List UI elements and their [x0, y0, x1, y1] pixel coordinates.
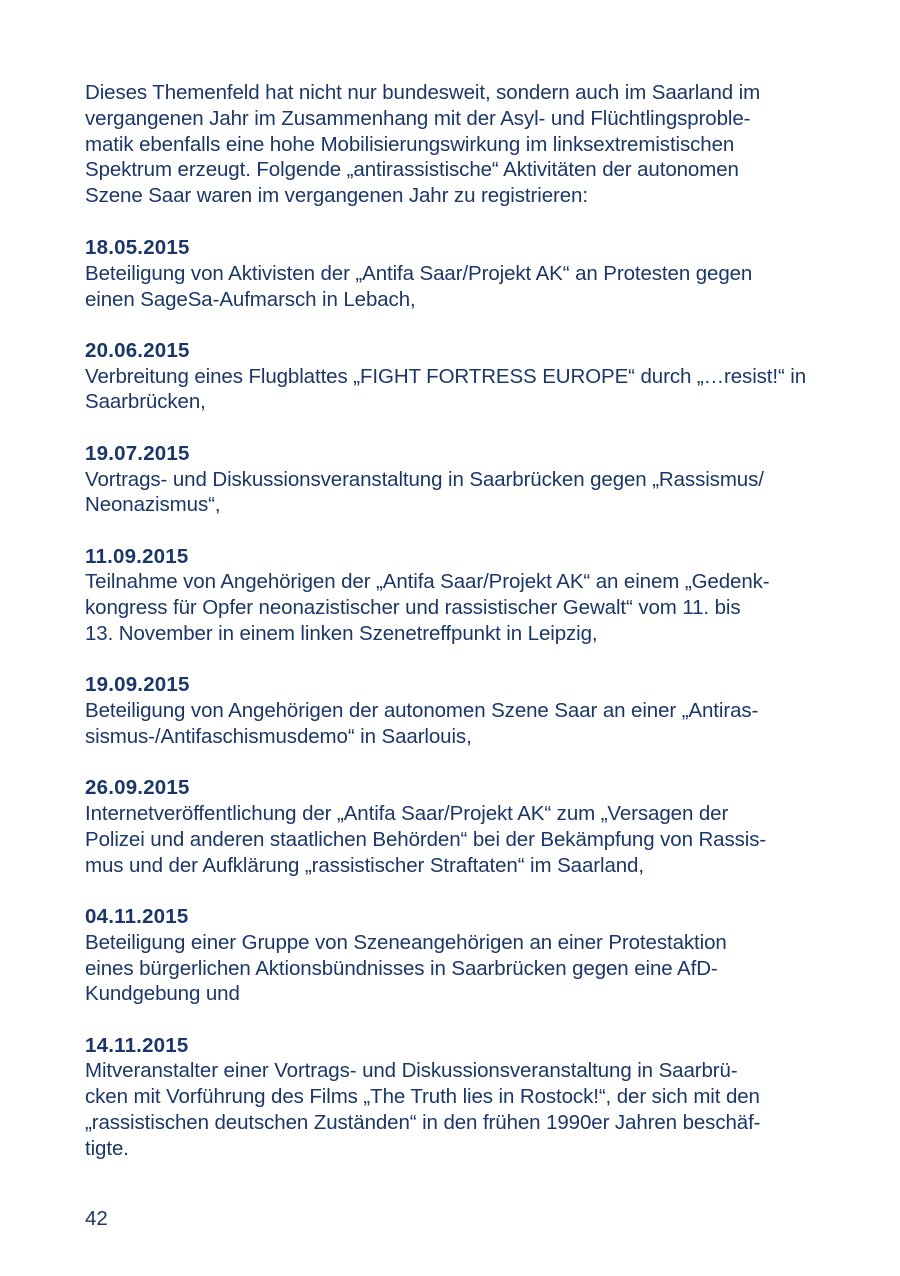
intro-line: matik ebenfalls eine hohe Mobilisierungswirkung im linksextremistischen: [85, 132, 735, 156]
event-entry: [85, 441, 825, 518]
event-description-line: sismus-/Antifaschismusdemo“ in Saarlouis,: [85, 724, 472, 748]
event-entry: [85, 904, 825, 1007]
event-description-line: Kundgebung und: [85, 982, 240, 1006]
event-date: 04.11.2015: [85, 904, 189, 928]
event-description-line: cken mit Vorführung des Films „The Truth lies in Rostock!“, der sich mit den: [85, 1085, 760, 1109]
document-page: [85, 80, 825, 1187]
event-description-line: kongress für Opfer neonazistischer und rassistischer Gewalt“ vom 11. bis: [85, 596, 741, 620]
intro-line: Spektrum erzeugt. Folgende „antirassistische“ Aktivitäten der autonomen: [85, 158, 739, 182]
event-date: 14.11.2015: [85, 1033, 189, 1057]
event-description-line: Neonazismus“,: [85, 493, 221, 517]
event-entry: [85, 338, 825, 415]
event-date: 18.05.2015: [85, 235, 190, 259]
event-description-line: Vortrags- und Diskussionsveranstaltung in Saarbrücken gegen „Rassismus/: [85, 467, 764, 491]
event-entry: [85, 775, 825, 878]
intro-line: Dieses Themenfeld hat nicht nur bundesweit, sondern auch im Saarland im: [85, 81, 761, 104]
event-entry: [85, 544, 825, 647]
intro-line: vergangenen Jahr im Zusammenhang mit der Asyl- und Flüchtlingsproble-: [85, 106, 751, 130]
event-description-line: Mitveranstalter einer Vortrags- und Diskussionsveranstaltung in Saarbrü-: [85, 1059, 738, 1083]
event-date: 26.09.2015: [85, 776, 190, 800]
intro-line: Szene Saar waren im vergangenen Jahr zu registrieren:: [85, 184, 588, 208]
event-entry: [85, 1033, 825, 1162]
event-description-line: Teilnahme von Angehörigen der „Antifa Saar/Projekt AK“ an einem „Gedenk-: [85, 570, 770, 594]
event-date: 19.09.2015: [85, 673, 190, 697]
event-date: 11.09.2015: [85, 544, 189, 568]
event-description-line: Verbreitung eines Flugblattes „FIGHT FORTRESS EUROPE“ durch „…resist!“ in: [85, 364, 807, 388]
event-description-line: „rassistischen deutschen Zuständen“ in den frühen 1990er Jahren beschäf-: [85, 1111, 761, 1134]
event-entry: [85, 235, 825, 312]
intro-paragraph: [85, 80, 825, 209]
event-description-line: mus und der Aufklärung „rassistischer Straftaten“ im Saarland,: [85, 853, 644, 877]
event-description-line: 13. November in einem linken Szenetreffpunkt in Leipzig,: [85, 622, 598, 646]
event-description-line: Beteiligung von Aktivisten der „Antifa Saar/Projekt AK“ an Protesten gegen: [85, 261, 753, 285]
event-description-line: einen SageSa-Aufmarsch in Lebach,: [85, 287, 416, 311]
page-number: 42: [85, 1207, 108, 1230]
event-description-line: eines bürgerlichen Aktionsbündnisses in Saarbrücken gegen eine AfD-: [85, 956, 718, 980]
event-description-line: Internetveröffentlichung der „Antifa Saar/Projekt AK“ zum „Versagen der: [85, 802, 729, 826]
event-description-line: Beteiligung einer Gruppe von Szeneangehörigen an einer Protestaktion: [85, 930, 727, 954]
event-description-line: Polizei und anderen staatlichen Behörden“ bei der Bekämpfung von Rassis-: [85, 827, 767, 851]
event-date: 19.07.2015: [85, 441, 190, 465]
event-description-line: Saarbrücken,: [85, 390, 206, 414]
event-description-line: tigte.: [85, 1136, 129, 1160]
event-description-line: Beteiligung von Angehörigen der autonomen Szene Saar an einer „Antiras-: [85, 699, 759, 723]
event-date: 20.06.2015: [85, 338, 190, 362]
event-entry: [85, 672, 825, 749]
